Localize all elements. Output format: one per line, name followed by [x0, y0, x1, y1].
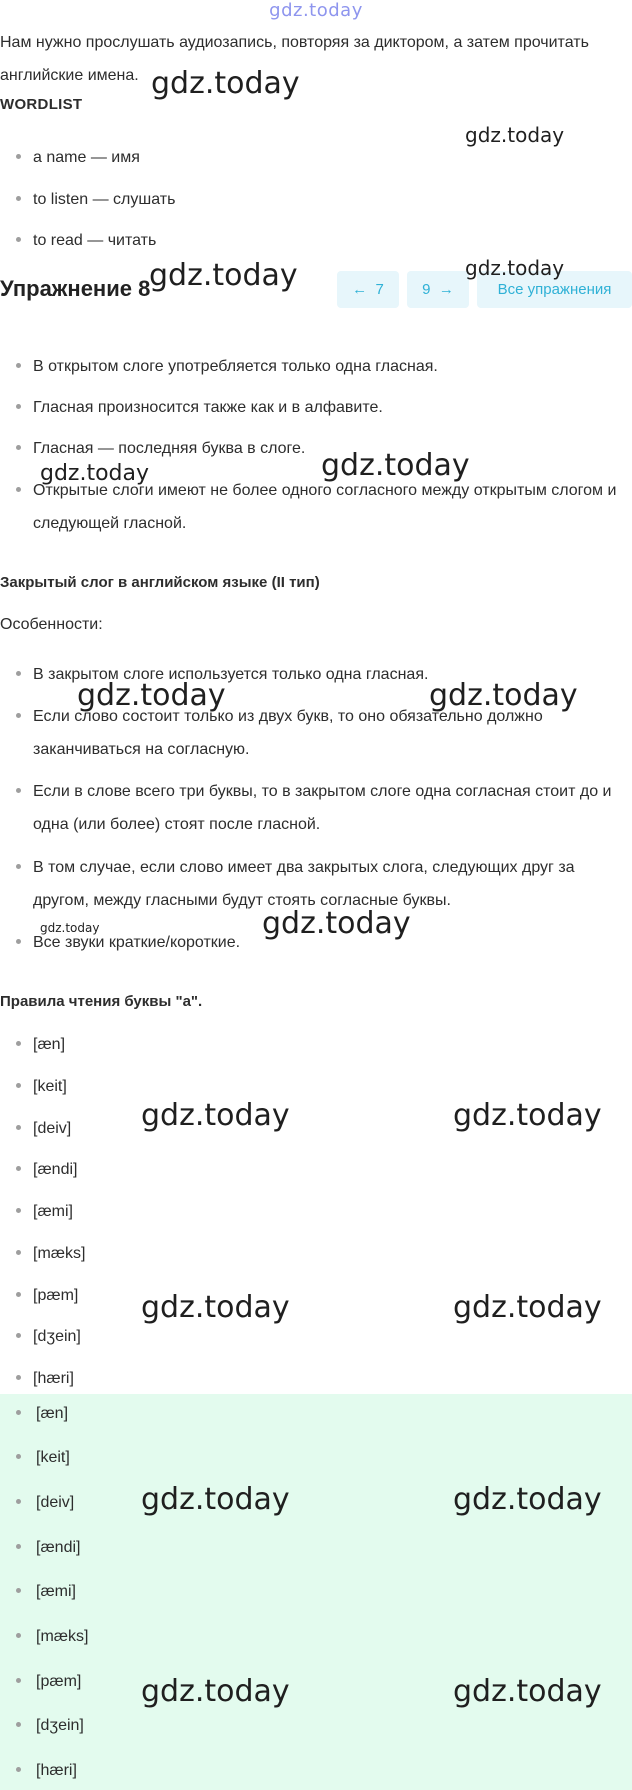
all-exercises-button[interactable]: Все упражнения: [477, 271, 632, 308]
watermark: gdz.today: [40, 461, 150, 486]
watermark: gdz.today: [149, 258, 298, 293]
watermark: gdz.today: [453, 1290, 602, 1325]
watermark: gdz.today: [77, 678, 226, 713]
watermark: gdz.today: [321, 448, 470, 483]
arrow-left-icon: ←: [352, 281, 368, 298]
watermark: gdz.today: [429, 678, 578, 713]
watermark: gdz.today: [465, 123, 565, 147]
page: gdz.today Нам нужно прослушать аудиозапись, повторяя за диктором, а затем прочитать английские имена. WORDLIST a name — имя to listen — слушать to read — читать Упражнение 8 ← 7 9 → Все упражнения В открытом слоге употребляется только одна гласная. Гласная произносится также как и в алфавите. Гласная — последняя буква в слоге. Открытые слоги имеют не более одного согласного между открытым слогом и следующей гласной. Закрытый слог в английском языке (II тип) Особенности: В закрытом слоге используется только одна гласная. Если слово состоит только из двух букв, то оно обязательно должно заканчиваться на согласную. Если в слове всего три буквы, то в закрытом слоге одна согласная стоит до и одна (или более) стоят после гласной. В том случае, если слово имеет два закрытых слога, следующих друг за другом, между гласными будут стоять согласные буквы. Все звуки краткие/короткие. Правила чтения буквы "a". [æn] [keit] [deiv] [ændi] [æmi] [mæks] [pæm] [dʒein] [hæri] [æn] [keit] [deiv] [ændi] [æmi] [mæks] [pæm] [dʒein] [hæri] gdz.today gdz.today gdz.today gdz.today gdz.today gdz.today gdz.today gdz.today gdz.today gdz.today gdz.today gdz.today gdz.today gdz.today gdz.today gdz.today gdz.today gdz.today: [0, 0, 632, 1790]
watermark: gdz.today: [40, 921, 100, 935]
watermark: gdz.today: [141, 1290, 290, 1325]
watermark: gdz.today: [465, 256, 565, 280]
watermark: gdz.today: [262, 906, 411, 941]
watermark: gdz.today: [453, 1674, 602, 1709]
watermark: gdz.today: [141, 1482, 290, 1517]
arrow-right-icon: →: [438, 281, 454, 298]
next-exercise-button[interactable]: 9 →: [407, 271, 469, 308]
watermark: gdz.today: [453, 1482, 602, 1517]
exercise-title: Упражнение 8: [0, 276, 151, 301]
prev-exercise-button[interactable]: ← 7: [337, 271, 399, 308]
features-label: Особенности:: [0, 616, 103, 633]
watermark: gdz.today: [141, 1098, 290, 1133]
wordlist-heading: WORDLIST: [0, 96, 83, 113]
watermark-top: gdz.today: [269, 0, 363, 21]
closed-syllable-heading: Закрытый слог в английском языке (II тип): [0, 574, 320, 591]
intro-text: Нам нужно прослушать аудиозапись, повторяя за диктором, а затем прочитать английские имена.: [0, 34, 589, 84]
watermark: gdz.today: [141, 1674, 290, 1709]
watermark: gdz.today: [453, 1098, 602, 1133]
letter-a-heading: Правила чтения буквы "a".: [0, 993, 203, 1010]
watermark: gdz.today: [151, 66, 300, 101]
